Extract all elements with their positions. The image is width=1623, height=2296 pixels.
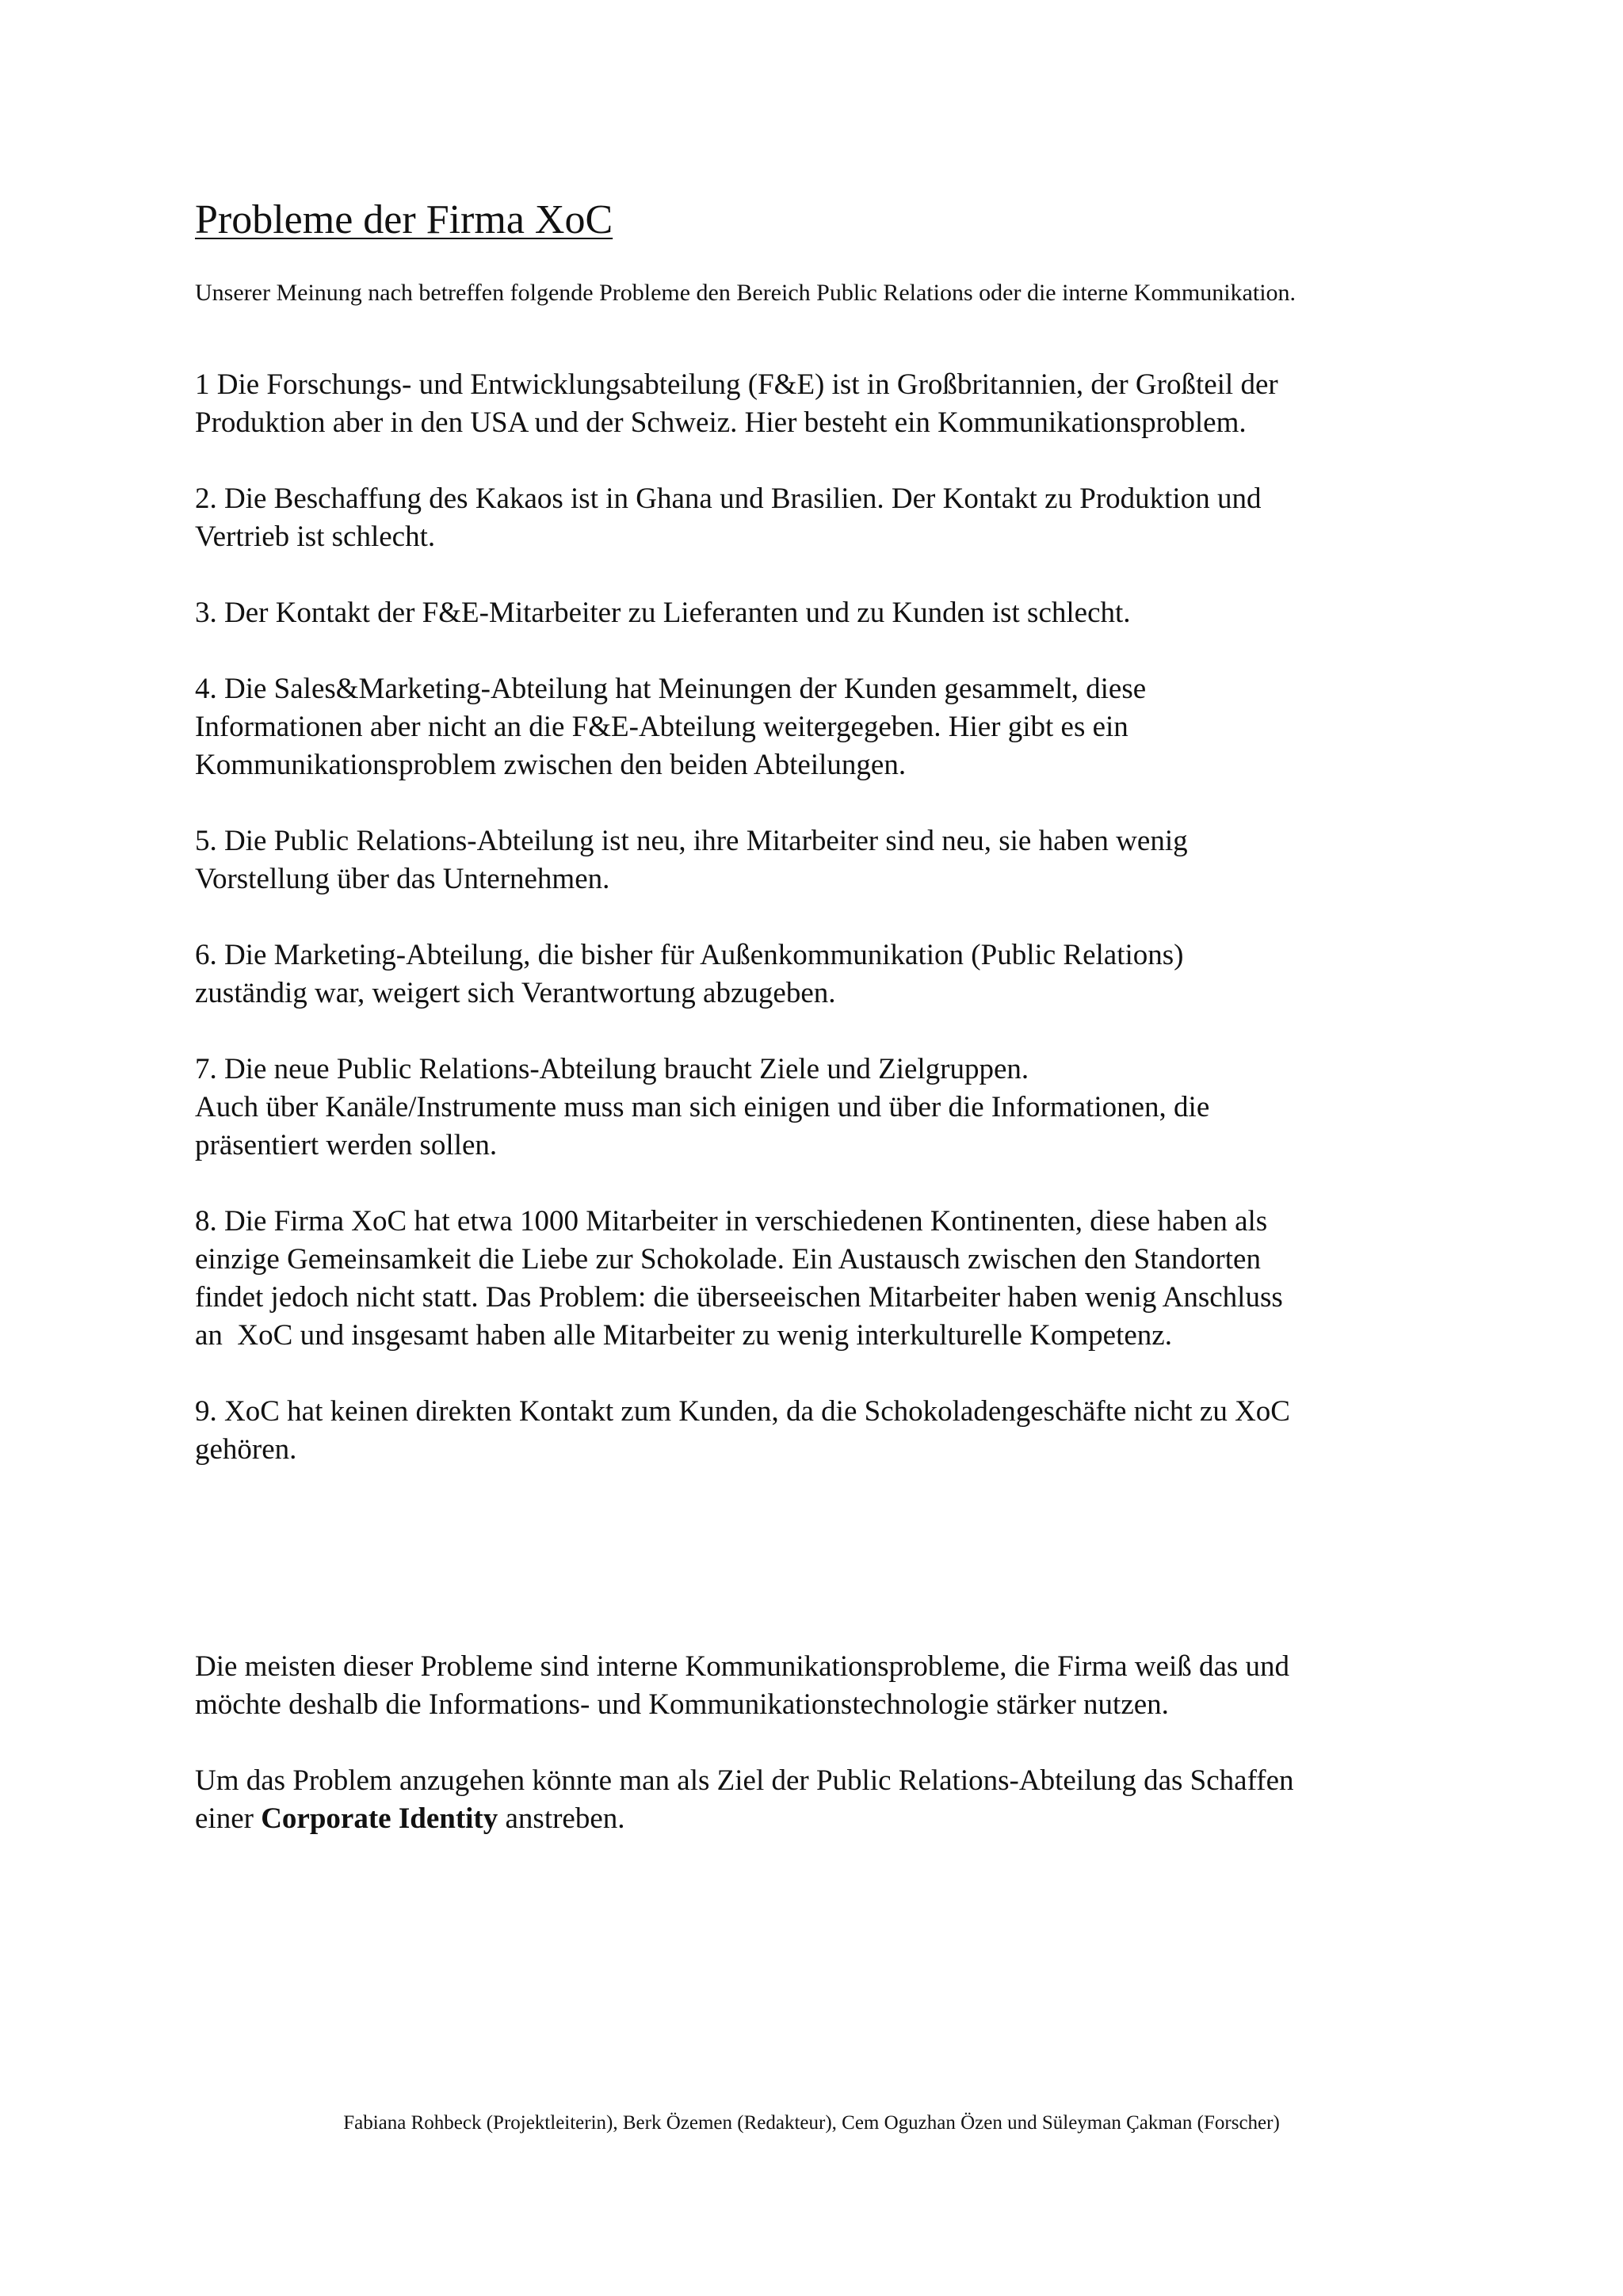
problem-line: Vertrieb ist schlecht.	[195, 521, 436, 553]
problem-line: 2. Die Beschaffung des Kakaos ist in Ghana und Brasilien. Der Kontakt zu Produktion und	[195, 482, 1262, 515]
goal-line: Um das Problem anzugehen könnte man als Ziel der Public Relations-Abteilung das Schaffen	[195, 1764, 1294, 1797]
corporate-identity-emphasis: Corporate Identity	[261, 1802, 498, 1835]
problem-item	[195, 670, 1463, 784]
problem-line: zuständig war, weigert sich Verantwortung abzugeben.	[195, 977, 836, 1009]
page-footer: Fabiana Rohbeck (Projektleiterin), Berk Özemen (Redakteur), Cem Oguzhan Özen und Süleyman Ҫakman (Forscher)	[343, 2112, 1280, 2134]
problem-line: gehören.	[195, 1433, 297, 1466]
conclusion-line: Die meisten dieser Probleme sind interne Kommunikationsprobleme, die Firma weiß das und	[195, 1650, 1290, 1683]
problem-line: Auch über Kanäle/Instrumente muss man sich einigen und über die Informationen, die	[195, 1091, 1210, 1123]
problem-item	[195, 1203, 1463, 1355]
problem-line: Vorstellung über das Unternehmen.	[195, 863, 610, 895]
problem-line: 8. Die Firma XoC hat etwa 1000 Mitarbeiter in verschiedenen Kontinenten, diese haben als	[195, 1205, 1268, 1238]
problem-item	[195, 594, 1463, 632]
problem-line: 4. Die Sales&Marketing-Abteilung hat Meinungen der Kunden gesammelt, diese	[195, 673, 1147, 705]
conclusion-line: möchte deshalb die Informations- und Kommunikationstechnologie stärker nutzen.	[195, 1688, 1169, 1721]
problem-line: 9. XoC hat keinen direkten Kontakt zum Kunden, da die Schokoladengeschäfte nicht zu XoC	[195, 1395, 1290, 1428]
problem-line: 6. Die Marketing-Abteilung, die bisher für Außenkommunikation (Public Relations)	[195, 939, 1184, 971]
conclusion-paragraph	[195, 1648, 1479, 1724]
problem-line: 3. Der Kontakt der F&E-Mitarbeiter zu Lieferanten und zu Kunden ist schlecht.	[195, 597, 1131, 629]
goal-paragraph	[195, 1762, 1479, 1838]
intro-text: Unserer Meinung nach betreffen folgende Probleme den Bereich Public Relations oder die interne Kommunikation.	[195, 280, 1296, 306]
goal-prefix: einer	[195, 1802, 262, 1835]
problem-line: an XoC und insgesamt haben alle Mitarbeiter zu wenig interkulturelle Kompetenz.	[195, 1319, 1172, 1352]
problem-line: 1 Die Forschungs- und Entwicklungsabteilung (F&E) ist in Großbritannien, der Großteil der	[195, 368, 1278, 401]
problem-item	[195, 936, 1463, 1013]
goal-suffix: anstreben.	[498, 1802, 625, 1835]
problem-item	[195, 822, 1463, 898]
problem-item	[195, 1393, 1463, 1469]
problem-line: Informationen aber nicht an die F&E-Abteilung weitergegeben. Hier gibt es ein	[195, 711, 1128, 743]
problem-item	[195, 480, 1463, 556]
problem-item	[195, 1051, 1463, 1165]
problem-line: findet jedoch nicht statt. Das Problem: die überseeischen Mitarbeiter haben wenig Anschluss	[195, 1281, 1283, 1314]
problem-line: präsentiert werden sollen.	[195, 1129, 498, 1161]
problem-line: 5. Die Public Relations-Abteilung ist neu, ihre Mitarbeiter sind neu, sie haben wenig	[195, 825, 1188, 857]
problem-line: Kommunikationsproblem zwischen den beiden Abteilungen.	[195, 749, 907, 781]
page-title: Probleme der Firma XoC	[195, 197, 613, 242]
problem-line: einzige Gemeinsamkeit die Liebe zur Schokolade. Ein Austausch zwischen den Standorten	[195, 1243, 1261, 1276]
main-content	[195, 195, 1463, 1507]
problem-list	[195, 366, 1463, 1469]
goal-line	[195, 1800, 1479, 1838]
problem-line: 7. Die neue Public Relations-Abteilung braucht Ziele und Zielgruppen.	[195, 1053, 1029, 1085]
conclusion-section	[195, 1648, 1479, 1876]
problem-line: Produktion aber in den USA und der Schweiz. Hier besteht ein Kommunikationsproblem.	[195, 406, 1247, 439]
problem-item	[195, 366, 1463, 442]
